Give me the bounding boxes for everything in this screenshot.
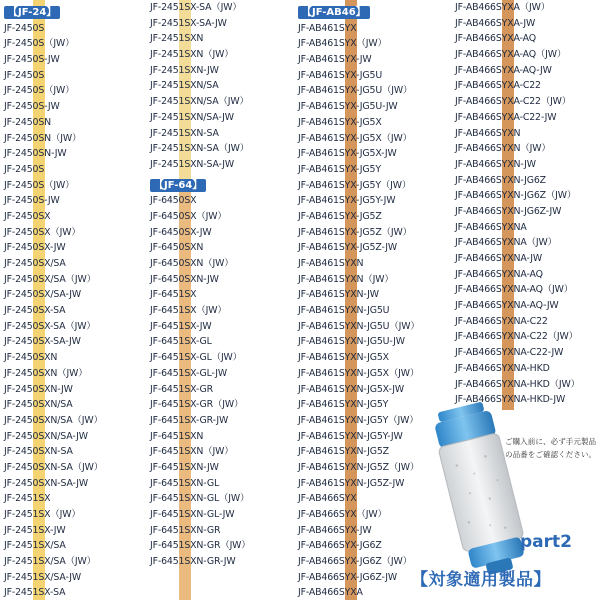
model-number: JF-2451SXN/SA [150,80,219,92]
model-number: JF-6451SX-GR [150,383,214,395]
model-list-jfab46-continued [455,0,600,408]
model-number: JF-AB466SYXNA-AQ-JW [455,300,559,312]
model-number: JF-6450SXN（JW） [150,258,234,269]
model-number: JF-2450S [4,22,45,34]
model-number: JF-AB466SYXA-C22（JW） [455,96,572,108]
model-number: JF-6450SX [150,195,197,207]
model-number: JF-6451SXN-GR [150,524,221,536]
model-number: JF-6450SX-JW [150,226,212,238]
model-number: JF-AB461SYX-JG5Y-JW [298,195,396,207]
model-number: JF-AB461SYX-JG5Z-JW [298,242,397,254]
model-number: JF-6450SXN [150,242,204,254]
model-number: JF-AB466SYXNA [455,221,527,233]
model-list-jfab46 [298,0,448,601]
model-number: JF-2450SXN-SA-JW [4,477,89,489]
model-number: JF-6451SX-GL [150,336,212,348]
model-number: JF-AB466SYXNA-C22-JW [455,347,564,359]
model-number: JF-2451SX-JW [4,524,66,536]
model-number: JF-6451SXN-GL（JW） [150,493,250,505]
model-number: JF-AB466SYXNA-C22 [455,315,548,327]
purchase-note: ご購入前に、必ず手元製品の品番をご確認ください。 [505,437,597,459]
model-number: JF-AB466SYXNA-JW [455,253,542,264]
model-number: JF-2451SX/SA（JW） [4,556,96,568]
model-number: JF-AB461SYXN-JG5X [298,352,389,364]
model-number: JF-2450S-JW [4,195,60,207]
model-number: JF-AB461SYX [298,22,357,34]
model-number: JF-AB461SYX（JW） [298,38,387,50]
model-number: JF-2450SXN-SA [4,446,73,458]
model-number: JF-2451SXN [150,33,204,45]
model-number: JF-6451SX-GL（JW） [150,352,242,364]
model-list-jf24 [4,0,144,601]
model-number: JF-2450SXN/SA-JW [4,430,88,442]
model-number: JF-2450S-JW [4,54,60,66]
model-number: JF-AB461SYXN-JG5Z [298,446,389,458]
model-number: JF-2451SX/SA-JW [4,571,81,583]
model-number: JF-6451SXN-JW [150,461,219,473]
model-number: JF-AB466SYXNA-C22（JW） [455,331,578,343]
model-number: JF-AB466SYXA-AQ（JW） [455,49,567,61]
model-number: JF-AB466SYXA-JW [455,17,536,29]
model-number: JF-2450S（JW） [4,85,75,97]
model-number: JF-6451SXN-GR（JW） [150,540,251,552]
model-number: JF-AB461SYXN-JW [298,289,379,301]
model-number: JF-AB466SYX-JG6Z（JW） [298,556,412,568]
model-number: JF-AB466SYX-JG6Z-JW [298,571,397,583]
model-number: JF-AB466SYX-JW [298,524,372,536]
model-number: JF-AB461SYXN-JG5Z（JW） [298,461,420,473]
model-number: JF-AB466SYXN-JW [455,158,536,170]
model-number: JF-AB461SYXN-JG5U [298,305,390,317]
model-number: JF-2450S [4,163,45,175]
model-number: JF-2450S（JW） [4,38,75,50]
model-number: JF-AB461SYXN [298,258,364,269]
model-number: JF-AB461SYX-JG5Z [298,210,382,222]
model-number: JF-AB461SYXN-JG5U-JW [298,336,405,348]
model-number: JF-AB466SYXNA-HKD（JW） [455,378,580,390]
model-number: JF-6451SX [150,289,197,301]
model-number: JF-AB461SYX-JG5Z（JW） [298,226,412,238]
model-number: JF-AB466SYXA-C22-JW [455,111,557,123]
section-header: 【JF-24】 [4,6,60,19]
model-number: JF-AB466SYXNA-AQ（JW） [455,284,573,296]
model-number: JF-6450SXN-JW [150,273,219,285]
model-number: JF-AB466SYXN [455,127,521,139]
model-number: JF-2450SN-JW [4,148,67,160]
part-label: part2 [520,532,572,552]
column-jf64 [150,0,290,570]
model-number: JF-AB461SYX-JW [298,54,372,66]
model-number: JF-AB461SYX-JG5X-JW [298,148,397,160]
model-number: JF-AB461SYX-JG5X（JW） [298,132,412,144]
model-number: JF-AB461SYXN-JG5U（JW） [298,320,420,332]
model-number: JF-2451SX/SA [4,540,66,552]
model-number: JF-2450SN（JW） [4,132,82,144]
model-number: JF-2451SXN/SA（JW） [150,96,249,108]
model-number: JF-2450SXN/SA [4,399,73,411]
model-number: JF-2450SN [4,116,52,128]
model-number: JF-AB461SYXN-JG5Y-JW [298,430,403,442]
model-number: JF-AB461SYX-JG5Y（JW） [298,179,412,191]
model-number: JF-2450SXN（JW） [4,367,88,379]
model-number: JF-6451SXN-GL-JW [150,509,235,520]
model-number: JF-AB461SYX-JG5U [298,69,383,81]
model-number: JF-2450SXN-SA（JW） [4,461,103,473]
model-number: JF-2450SX-SA（JW） [4,320,96,332]
model-number: JF-2451SXN-SA [150,127,219,139]
model-number: JF-6451SX-JW [150,320,212,332]
model-number: JF-AB461SYX-JG5U-JW [298,101,398,113]
model-number: JF-2450SXN [4,352,58,364]
model-number: JF-2451SXN/SA-JW [150,111,234,123]
column-jf24 [4,0,144,601]
model-number: JF-2451SX-SA-JW [150,17,227,29]
model-number: JF-6451SX-GR（JW） [150,399,244,411]
model-number: JF-2450S-JW [4,101,60,113]
model-number: JF-AB466SYX（JW） [298,509,387,520]
model-number: JF-2451SXN-JW [150,64,219,76]
model-number: JF-2450SXN-JW [4,383,73,395]
section-header: 【JF-AB46】 [298,6,370,19]
model-number: JF-AB466SYXN（JW） [455,143,551,155]
model-number: JF-6450SX（JW） [150,210,227,222]
model-number: JF-AB466SYXA-AQ [455,33,536,45]
model-number: JF-AB466SYXA-C22 [455,80,541,92]
model-number: JF-2450SX/SA（JW） [4,273,96,285]
model-number: JF-AB466SYX-JG6Z [298,540,382,552]
model-number: JF-AB461SYX-JG5Y [298,163,381,175]
model-number: JF-6451SXN-GR-JW [150,556,236,568]
model-number: JF-2450SX（JW） [4,226,81,238]
model-number: JF-2451SXN-SA-JW [150,158,235,170]
model-number: JF-AB466SYXA-AQ-JW [455,64,552,76]
model-number: JF-AB466SYXNA（JW） [455,237,557,249]
model-number: JF-AB466SYXN-JG6Z（JW） [455,190,577,202]
model-number: JF-AB461SYXN-JG5Y（JW） [298,414,419,426]
model-number: JF-6451SXN-GL [150,477,220,489]
model-number: JF-AB466SYX [298,493,357,505]
model-number: JF-2450S [4,69,45,81]
model-number: JF-2451SXN（JW） [150,49,234,61]
model-number: JF-2451SX-SA [4,587,66,599]
model-number: JF-2450SXN/SA（JW） [4,414,103,426]
column-jfab46-continued [455,0,600,408]
model-number: JF-AB461SYX-JG5U（JW） [298,85,413,97]
model-number: JF-2450SX-SA-JW [4,336,81,348]
model-number: JF-6451SX-GR-JW [150,414,229,426]
model-number: JF-AB466SYXA [298,587,363,599]
model-number: JF-AB466SYXN-JG6Z [455,174,546,186]
model-number: JF-6451SX（JW） [150,305,227,317]
model-number: JF-AB466SYXN-JG6Z-JW [455,205,562,217]
model-number: JF-2450SX/SA [4,258,66,269]
model-number: JF-6451SX-GL-JW [150,367,228,379]
model-number: JF-AB461SYX-JG5X [298,116,382,128]
model-number: JF-2450SX [4,210,51,222]
model-number: JF-AB461SYXN-JG5X（JW） [298,367,420,379]
model-number: JF-AB461SYXN（JW） [298,273,394,285]
model-number: JF-AB461SYXN-JG5Y [298,399,389,411]
model-number: JF-AB466SYXNA-HKD [455,362,550,374]
model-number: JF-2450SX-SA [4,305,66,317]
model-number: JF-AB461SYXN-JG5Z-JW [298,477,405,489]
model-number: JF-2450SX/SA-JW [4,289,81,301]
model-number: JF-2451SX-SA（JW） [150,2,242,13]
model-number: JF-2451SX（JW） [4,509,81,520]
model-number: JF-AB466SYXNA-HKD-JW [455,394,566,406]
page-title: 【対象適用製品】 [411,570,551,590]
model-number: JF-2451SX [4,493,51,505]
model-number: JF-2450SX-JW [4,242,66,254]
model-number: JF-2451SXN-SA（JW） [150,143,249,155]
model-number: JF-6451SXN [150,430,204,442]
model-number: JF-2450S（JW） [4,179,75,191]
model-number: JF-6451SXN（JW） [150,446,234,458]
model-list-jf64 [150,0,290,570]
model-number: JF-AB466SYXNA-AQ [455,268,543,280]
model-number: JF-AB466SYXA（JW） [455,2,550,13]
column-jfab46 [298,0,448,601]
section-header: 【JF-64】 [150,179,206,192]
model-number: JF-AB461SYXN-JG5X-JW [298,383,404,395]
